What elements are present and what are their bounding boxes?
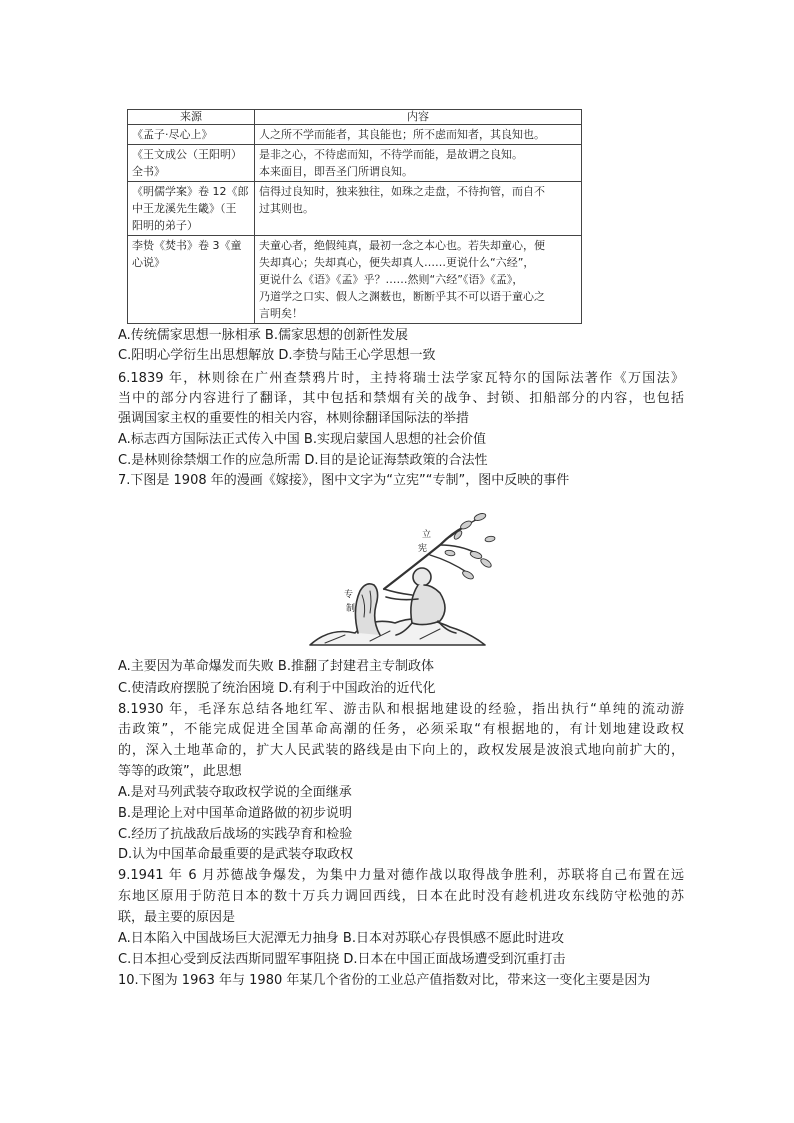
- table-row: [128, 182, 582, 236]
- q9-stem-line: 9.1941 年 6 月苏德战争爆发，为集中力量对德作战以取得战争胜利，苏联将自己布置在远: [118, 868, 684, 883]
- cell-text: 《王文成公（王阳明）: [132, 148, 242, 161]
- q9-option-line: A.日本陷入中国战场巨大泥潭无力抽身 B.日本对苏联心存畏惧感不愿此时进攻: [118, 931, 564, 946]
- ground-rock: [310, 619, 485, 645]
- table-header-row: [128, 110, 582, 125]
- cell-text: 李贽《焚书》卷 3《童: [132, 239, 242, 252]
- table-cell-content: [255, 236, 582, 324]
- q9-stem-line: 东地区原用于防范日本的数十万兵力调回西线，日本在此时没有趁机进攻东线防守松弛的苏: [118, 889, 684, 904]
- cell-text: 阳明的弟子）: [132, 219, 198, 232]
- table-row: [128, 125, 582, 145]
- q7-option-line: C.使清政府摆脱了统治困境 D.有利于中国政治的近代化: [118, 681, 436, 696]
- cell-text: 人之所不学而能者，其良能也；所不虑而知者，其良知也。: [259, 128, 545, 141]
- q8-stem-line: 击政策”，不能完成促进全国革命高潮的任务，必须采取“有根据地的，有计划地建设政权: [118, 722, 684, 737]
- cell-text: 中王龙溪先生畿》（王: [132, 202, 237, 215]
- q8-option-line: B.是理论上对中国革命道路做的初步说明: [118, 806, 353, 821]
- q5-option-line: A.传统儒家思想一脉相承 B.儒家思想的创新性发展: [118, 328, 408, 343]
- table-header-source: 来源: [128, 110, 255, 125]
- cell-text: 言明矣！: [259, 307, 303, 320]
- table-cell-content: [255, 145, 582, 182]
- q8-option-line: C.经历了抗战敌后战场的实践孕育和检验: [118, 827, 353, 842]
- cell-text: 信得过良知时，独来独往，如珠之走盘，不待拘管，而自不: [259, 185, 545, 198]
- grafting-cartoon: [300, 505, 500, 653]
- cell-text: 全书》: [132, 165, 165, 178]
- q8-stem-line: 8.1930 年，毛泽东总结各地红军、游击队和根据地建设的经验，指出执行“单纯的流动游: [118, 702, 684, 717]
- table-cell-source: [128, 145, 255, 182]
- cell-text: 《孟子·尽心上》: [132, 128, 213, 141]
- table-cell-content: [255, 182, 582, 236]
- q8-option-line: A.是对马列武装夺取政权学说的全面继承: [118, 785, 352, 800]
- cell-text: 夫童心者，绝假纯真，最初一念之本心也。若失却童心，便: [259, 239, 545, 252]
- cartoon-label-xian: 宪: [418, 544, 428, 554]
- person-head: [413, 568, 431, 586]
- cell-text: 心说》: [132, 256, 165, 269]
- cell-text: 乃道学之口实、假人之渊薮也，断断乎其不可以语于童心之: [259, 290, 545, 303]
- trunk-shape: [355, 584, 380, 635]
- cell-text: 更说什么《语》《孟》乎？……然则“六经”《语》《孟》，: [259, 273, 524, 286]
- cell-text: 是非之心，不待虑而知，不待学而能，是故谓之良知。: [259, 148, 523, 161]
- q7-option-line: A.主要因为革命爆发而失败 B.推翻了封建君主专制政体: [118, 659, 434, 674]
- table-cell-source: [128, 125, 255, 145]
- cell-text: 《明儒学案》卷 12《郎: [132, 185, 249, 198]
- cartoon-label-zhi: 制: [346, 604, 356, 614]
- q6-stem-line: 强调国家主权的重要性的相关内容，林则徐翻译国际法的举措: [118, 411, 470, 426]
- table-cell-content: [255, 125, 582, 145]
- source-table: [127, 109, 582, 324]
- q9-option-line: C.日本担心受到反法西斯同盟军事阻挠 D.日本在中国正面战场遭受到沉重打击: [118, 952, 566, 967]
- table-row: [128, 145, 582, 182]
- q6-stem-line: 6.1839 年，林则徐在广州查禁鸦片时，主持将瑞士法学家瓦特尔的国际法著作《万国法》: [118, 371, 684, 386]
- q6-stem-line: 当中的部分内容进行了翻译，其中包括和禁烟有关的战争、封锁、扣船部分的内容，也包括: [118, 391, 684, 406]
- table-cell-source: [128, 182, 255, 236]
- q8-stem-line: 等等的政策”，此思想: [118, 764, 242, 779]
- cartoon-label-li: 立: [422, 530, 432, 540]
- person-body: [411, 585, 445, 625]
- cell-text: 过其则也。: [259, 202, 314, 215]
- cell-text: 失却真心；失却真心，便失却真人……更说什么“六经”，: [259, 256, 535, 269]
- table-cell-source: [128, 236, 255, 324]
- table-row: [128, 236, 582, 324]
- q9-stem-line: 联，最主要的原因是: [118, 910, 236, 925]
- q10-stem-line: 10.下图为 1963 年与 1980 年某几个省份的工业总产值指数对比，带来这一变化主要是因为: [118, 973, 651, 988]
- table-header-content: 内容: [255, 110, 582, 125]
- q5-option-line: C.阳明心学衍生出思想解放 D.李贽与陆王心学思想一致: [118, 348, 436, 363]
- q6-option-line: A.标志西方国际法正式传入中国 B.实现启蒙国人思想的社会价值: [118, 432, 486, 447]
- q8-stem-line: 的，深入土地革命的，扩大人民武装的路线是由下向上的，政权发展是波浪式地向前扩大的，: [118, 743, 684, 758]
- q6-option-line: C.是林则徐禁烟工作的应急所需 D.目的是论证海禁政策的合法性: [118, 453, 488, 468]
- cartoon-label-zhuan: 专: [344, 590, 354, 600]
- q8-option-line: D.认为中国革命最重要的是武装夺取政权: [118, 847, 354, 862]
- q7-stem-line: 7.下图是 1908 年的漫画《嫁接》，图中文字为“立宪”“专制”，图中反映的事件: [118, 473, 570, 488]
- cell-text: 本来面目，即吾圣门所谓良知。: [259, 165, 413, 178]
